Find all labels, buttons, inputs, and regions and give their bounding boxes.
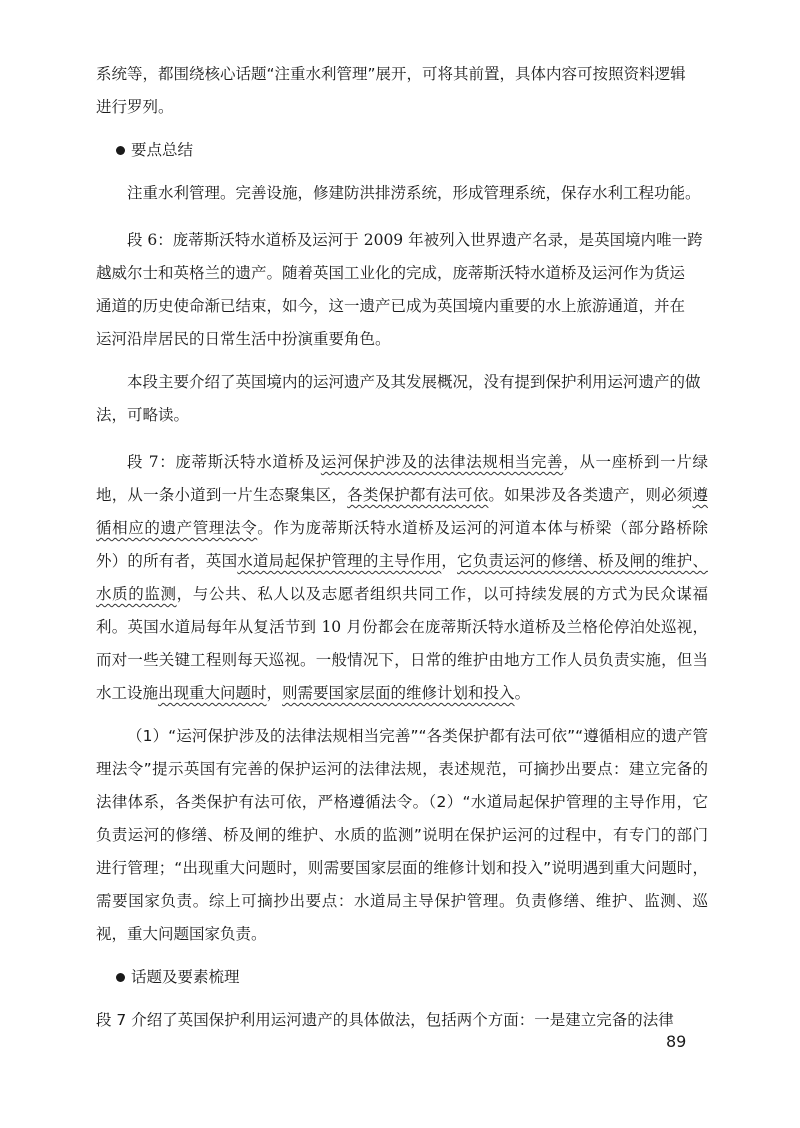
paragraph-section-6 — [96, 224, 708, 356]
text-span: ，从一座桥到一片绿地，从一条小道到一片生态聚集区， — [96, 453, 708, 504]
page-body — [96, 58, 708, 1037]
text-span: ，与公共、私人以及志愿者组织共同工作，以可持续发展的方式为民众谋福利。英国水道局每年从复活节到 10 月份都会在庞蒂斯沃特水道桥及兰格伦停泊处巡视，而对一些关键工程则每天巡视。一般情况下，日常的维护由地方工作人员负责实施，但当水工设施 — [96, 585, 708, 702]
text-block: （1）“运河保护涉及的法律法规相当完善”“各类保护都有法可依”“遵循相应的遗产管理法令”提示英国有完善的保护运河的法律法规，表述规范，可摘抄出要点：建立完备的法律体系，各类保护有法可依，严格遵循法令。（2）“水道局起保护管理的主导作用，它负责运河的修缮、桥及闸的维护、水质的监测”说明在保护运河的过程中，有专门的部门进行管理；“出现重大问题时，则需要国家层面的维修计划和投入”说明遇到重大问题时，需要国家负责。综上可摘抄出要点：水道局主导保护管理。负责修缮、维护、监测、巡视，重大问题国家负责。 — [96, 727, 708, 943]
bullet-icon — [116, 973, 125, 982]
text-line: 通道的历史使命渐已结束，如今，这一遗产已成为英国境内重要的水上旅游通道，并在 — [96, 297, 686, 315]
text-line: 注重水利管理。完善设施，修建防洪排涝系统，形成管理系统，保存水利工程功能。 — [127, 184, 701, 202]
text-line: 段 6：庞蒂斯沃特水道桥及运河于 2009 年被列入世界遗产名录，是英国境内唯一跨 — [127, 231, 703, 249]
text-line: 越威尔士和英格兰的遗产。随着英国工业化的完成，庞蒂斯沃特水道桥及运河作为货运 — [96, 264, 686, 282]
wavy-underlined-text: 水道局起保护管理的主导作用 — [237, 552, 442, 570]
wavy-underlined-text: 运河保护涉及的法律法规相当完善 — [320, 453, 564, 471]
section-heading-topics — [96, 961, 708, 994]
paragraph-section-7 — [96, 446, 708, 710]
text-line: 本段主要介绍了英国境内的运河遗产及其发展概况，没有提到保护利用运河遗产的做 — [127, 373, 701, 391]
wavy-underlined-text: 则需要国家层面的维修计划和投入 — [282, 684, 515, 702]
paragraph-continuation — [96, 58, 708, 124]
wavy-underlined-text: 各类保护都有法可依 — [347, 486, 489, 504]
paragraph-topics — [96, 1004, 708, 1037]
text-line: 运河沿岸居民的日常生活中扮演重要角色。 — [96, 330, 391, 348]
text-span: ， — [266, 684, 283, 702]
text-line: 段 7 介绍了英国保护利用运河遗产的具体做法，包括两个方面：一是建立完备的法律 — [96, 1011, 674, 1029]
text-span: 。 — [514, 684, 531, 702]
text-line: 进行罗列。 — [96, 98, 174, 116]
wavy-underlined-text: 它负责运河的修缮、桥及闸的维护、水质的监测 — [96, 552, 708, 603]
page-number: 89 — [666, 1032, 687, 1051]
paragraph-analysis-7 — [96, 720, 708, 951]
wavy-underlined-text: 遵循相应的遗产管理法令 — [96, 486, 708, 537]
text-span: 段 7：庞蒂斯沃特水道桥及 — [127, 453, 321, 471]
heading-text: 话题及要素梳理 — [131, 968, 240, 986]
text-line: 法，可略读。 — [96, 406, 190, 424]
text-span: ， — [441, 552, 458, 570]
wavy-underlined-text: 出现重大问题时 — [158, 684, 267, 702]
text-line: 系统等，都围绕核心话题“注重水利管理”展开，可将其前置，具体内容可按照资料逻辑 — [96, 65, 686, 83]
section-heading-summary — [96, 134, 708, 167]
bullet-icon — [116, 146, 125, 155]
paragraph-summary — [96, 177, 708, 210]
text-span: 。作为庞蒂斯沃特水道桥及运河的河道本体与桥梁（部分路桥除外）的所有者，英国 — [96, 519, 708, 570]
heading-text: 要点总结 — [131, 141, 194, 159]
paragraph-analysis-6 — [96, 366, 708, 432]
text-span: 。如果涉及各类遗产，则必须 — [488, 486, 693, 504]
